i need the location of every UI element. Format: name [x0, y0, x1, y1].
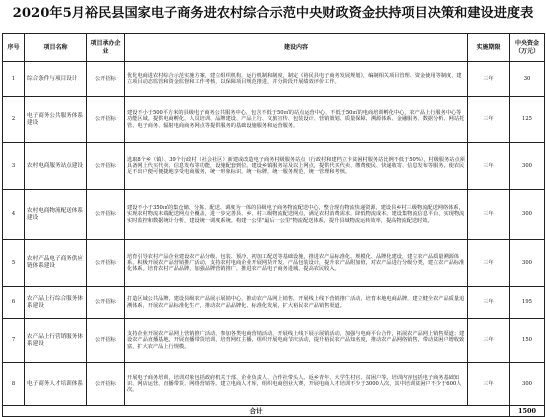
table-row: [3, 363, 545, 406]
row-amount: 300: [510, 363, 545, 406]
row-content: 开展电子商务培训，培训对象包括政府机关干部、企业负责人、合作社带头人、返乡青年、大学生村官、贫困户等。培训内容包括电子商务基础知识、网店运营、直播带货、网络营销等。建立电商人才库，组织电商创业大赛，开展电商人才培训不少于3000人次，其中培训贫困户不少于600人次。: [125, 363, 468, 406]
row-content: 选取8个乡（镇）、39个行政村（社会社区）新建或改造电子商务村级服务站点（行政村和建档立卡贫困村服务站比例不低于50%），村级服务站点须具备网上代买代卖、信息发布等功能，设施配套到位。建设乡镇服务站及以上网点，提供代买代卖、缴费便民、快递收寄、信息发布等服务，使农民足不出户便可便捷地享受电商服务，统一形象标识，统一标牌，统一服务规范，统一管理和考核。: [125, 143, 468, 190]
row-company: 公开招标: [87, 363, 125, 406]
row-no: 6: [3, 287, 25, 319]
header-amount: 中央资金（万元）: [510, 34, 545, 62]
row-amount: 125: [510, 97, 545, 143]
row-no: 5: [3, 240, 25, 287]
row-content: 打造区域公共品牌，建设县级农产品展示展销中心，推动农产品网上销售，开展线上线下营销推广活动，培育本地电商品牌，建立健全农产品质量追溯体系，开展农产品标准化生产，推动农产品品牌化、标准化发展，扩大裕民农产品销售渠道。: [125, 287, 468, 319]
row-term: 三年: [468, 97, 510, 143]
table-row: [3, 319, 545, 363]
header-name: 项目名称: [25, 34, 87, 62]
row-company: 公开招标: [87, 240, 125, 287]
row-term: 三年: [468, 143, 510, 190]
header-term: 实施期限: [468, 34, 510, 62]
row-no: 4: [3, 190, 25, 240]
row-no: 8: [3, 363, 25, 406]
table-row: [3, 240, 545, 287]
page-title: 2020年5月裕民县国家电子商务进农村综合示范中央财政资金扶持项目决策和建设进度表: [12, 6, 534, 21]
row-content: 培育引导农村产品企业建设农产品分级、包装、预冷、初加工配送等基础设施，推进农产品标准化、规模化、品牌化建设，建立农产品质量溯源体系，积极开展农产品营销推广活动，支持农村电商企业开展网货开发、产品包装设计，提升农产品附加值，对农产品进行分级分类，建立农产品标准化体系。培育农村产品品牌，加强品牌营销推广，推进农产品电子商务进城，提高农民收入。: [125, 240, 468, 287]
row-content: 支持企业开展农产品网上营销推广活动，参加各类电商营销活动，开展线上线下展示展销活动，加强与电商平台合作，拓展农产品网上销售渠道；建设农产品直播基地，开展直播带货培训，培育网红主播，组织开展电商节庆活动，提升裕民农产品知名度，推动农产品网络销售，带动贫困户增收致富，扩大农产品上行规模。: [125, 319, 468, 363]
row-name: 农村产品电子商务供应链体系建设: [25, 240, 87, 287]
row-name: 农村电商服务站点建设: [25, 143, 87, 190]
total-amount: 1500: [510, 406, 545, 417]
row-content: 优化电商进农村综合示范实施方案，建立组织机构，运行机制和制度，制定《裕民县电子商务发展规划》，编制相关项目管理、资金使用等制度，建立项目动态监管和资金监督和工作考核，以保障项目规范推进，并分阶段开展绩效评价工作。: [125, 62, 468, 97]
row-amount: 300: [510, 190, 545, 240]
row-no: 1: [3, 62, 25, 97]
header-content: 建设内容: [125, 34, 468, 62]
row-company: 公开招标: [87, 143, 125, 190]
row-company: 公开招标: [87, 97, 125, 143]
row-no: 3: [3, 143, 25, 190]
row-name: 综合条件与项目设计: [25, 62, 87, 97]
row-amount: 195: [510, 287, 545, 319]
row-amount: 150: [510, 319, 545, 363]
table-row: [3, 287, 545, 319]
header-no: 序号: [3, 34, 25, 62]
header-company: 项目承办企业: [87, 34, 125, 62]
row-name: 农村电商物流配送体系建设: [25, 190, 87, 240]
table-row: [3, 62, 545, 97]
row-amount: 300: [510, 143, 545, 190]
table-row: [3, 97, 545, 143]
row-name: 电子商务公共服务体系建设: [25, 97, 87, 143]
row-company: 公开招标: [87, 190, 125, 240]
row-term: 三年: [468, 62, 510, 97]
row-name: 电子商务人才培训体系: [25, 363, 87, 406]
total-row: [3, 406, 545, 417]
row-company: 公开招标: [87, 287, 125, 319]
row-name: 农产品上行营销服务体系建设: [25, 319, 87, 363]
table-row: [3, 190, 545, 240]
row-content: 建设不小于500平方米的县级电子商务公共服务中心，包含不低于50㎡的站点运营中心、不低于50㎡的电商培训孵化中心，农产品上行服务中心等功能区域。提供电商孵化、人员培训、品牌建设、产品上行、文旅宣传、包装设计、营销策划、质量保障、溯源体系、金融服务、数据分析、网站托管、电子商务、辐射电商商务网点等提供服务的基础设施服务和运营服务。: [125, 97, 468, 143]
table-row: [3, 143, 545, 190]
table-header-row: [3, 34, 545, 62]
row-content: 建设不小于350㎡的集仓储、分拣、配送、调度为一体的县级电子商务物流配送中心，整合现有物流快递资源，建设县乡村三级物流配送网络体系，实现农村物流末端配送网点全覆盖，进一步完善县、乡、村三级物流配送网点，满足农村消费需求，降低物流成本。建设集物流信息平台，实现物流实时监控和数据统计分析，建设统一调度系统。构建一公里"最后一公里"物流配送体系，提升县域物流运转效率，提高物流配送时效。: [125, 190, 468, 240]
row-term: 三年: [468, 240, 510, 287]
row-name: 农产品上行综合服务体系建设: [25, 287, 87, 319]
row-term: 三年: [468, 287, 510, 319]
row-term: 三年: [468, 190, 510, 240]
total-label: 合计: [3, 406, 510, 417]
row-term: 三年: [468, 319, 510, 363]
row-company: 公开招标: [87, 62, 125, 97]
row-no: 2: [3, 97, 25, 143]
row-company: 公开招标: [87, 319, 125, 363]
row-term: 三年: [468, 363, 510, 406]
row-no: 7: [3, 319, 25, 363]
row-amount: 300: [510, 240, 545, 287]
row-amount: 30: [510, 62, 545, 97]
project-table: [2, 33, 545, 417]
